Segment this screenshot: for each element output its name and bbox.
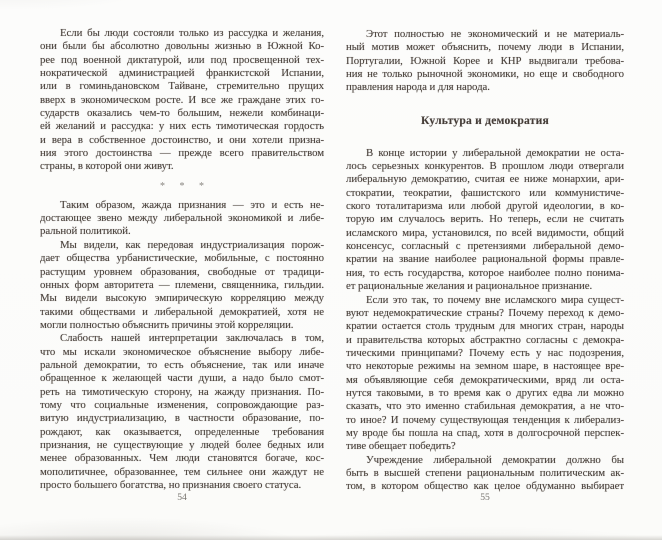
paragraph <box>346 294 624 454</box>
paragraph <box>40 27 324 174</box>
paragraph <box>40 332 324 492</box>
text-line: просто большего богатства, но признания своего статуса. <box>40 479 302 491</box>
text-line: тическими принципами? Почему есть у нас подозрения, <box>346 346 624 359</box>
text-line: Если бы люди состояли только из рассудка и желания, <box>60 27 324 39</box>
text-line: признания, не существующие у людей более бедных или <box>40 438 324 451</box>
text-line: стократии, теократии, фашистского или коммунистиче- <box>346 186 624 199</box>
text-line: могли полностью объяснить причины этой корреляции. <box>40 318 294 331</box>
text-line: витую индустриализацию, в частности образование, по- <box>40 412 324 425</box>
scan-bottom-edge-shadow <box>0 535 662 540</box>
text-line: ния не только рыночной экономики, но еще и свободного <box>346 68 624 81</box>
text-line: ральной демократии, то есть объяснение, так или иначе <box>40 358 324 371</box>
text-line: онных форм авторитета — племени, священника, гильдии. <box>40 278 324 291</box>
text-line: тиве обещает победить? <box>346 440 456 453</box>
text-line: растущим уровнем образования, свободные от традици- <box>40 265 324 278</box>
text-line: менее образованных. Чем люди становятся богаче, кос- <box>40 452 324 465</box>
text-line: то иное? И почему существующая тенденция к либерализ- <box>346 413 624 426</box>
text-line: ный мотив может объяснить, почему люди в Испании, <box>346 41 624 54</box>
text-line: Этот полностью не экономический и не материаль- <box>366 28 624 40</box>
text-line: правления народа и для народа. <box>346 81 490 94</box>
text-line: торую им случалось верить. Но теперь, если не считать <box>346 213 624 226</box>
text-line: Таким образом, жажда признания — это и есть не- <box>60 198 324 211</box>
text-line: тому что социальные изменения, сопровождающие раз- <box>40 398 324 411</box>
text-line: такими обществами и либеральной демократией, хотя не <box>40 305 324 318</box>
text-line: ральной политикой. <box>40 225 131 238</box>
page-left <box>40 0 324 492</box>
text-line: Учреждение либеральной демократии должно бы <box>366 453 624 466</box>
paragraph <box>346 147 624 294</box>
text-line: В конце истории у либеральной демократии не оста- <box>366 146 624 159</box>
paragraph <box>346 28 624 95</box>
text-line: ского тоталитаризма или любой другой идеологии, в ко- <box>346 200 624 213</box>
text-line: достающее звено между либеральной экономикой и либе- <box>40 212 324 225</box>
text-line: Мы видели, как передовая индустриализация порож- <box>60 238 324 251</box>
text-line: кратии остается столь трудным для многих стран, народы <box>346 320 624 333</box>
paragraph <box>40 199 324 239</box>
text-line: сударств оказались чем-то большим, нежели комбинаци- <box>40 107 324 120</box>
text-line: что некоторые режимы на земном шаре, в настоящее вре- <box>346 360 624 373</box>
text-line: что мы искали экономическое объяснение выбору либе- <box>40 345 324 358</box>
text-line: Слабость нашей интерпретации заключалась в том, <box>60 332 324 345</box>
text-line: и вера в собственное достоинство, и они хотели призна- <box>40 133 324 146</box>
text-line: лось серьезных конкурентов. В прошлом люди отвергали <box>346 160 624 173</box>
text-line: ния этого достоинства — прежде всего правительством <box>40 147 324 160</box>
text-line: Мы видели высокую эмпирическую корреляцию между <box>40 292 324 305</box>
text-line: му вроде бы пошла на спад, хотя в долгосрочной перспек- <box>346 426 624 439</box>
page-number-right: 55 <box>480 492 490 503</box>
text-line: они были бы абсолютно довольны жизнью в Южной Ко- <box>40 40 324 53</box>
text-line: консенсус, согласный с претензиями либеральной демо- <box>346 240 624 253</box>
section-separator: * * * <box>160 180 210 192</box>
text-line: нократической администрацией франкистской Испании, <box>40 67 324 80</box>
text-line: ет рациональные желания и рациональное признание. <box>346 280 593 293</box>
section-heading: Культура и демократия <box>421 114 549 128</box>
text-line: мя объявляющие себя демократическими, вряд ли оста- <box>346 373 624 386</box>
paragraph <box>346 454 624 494</box>
text-line: обращенное к желающей части души, а надо было смот- <box>40 372 324 385</box>
text-line: реть на тимотическую сторону, на жажду признания. По- <box>40 385 324 398</box>
text-line: том, в котором общество как целое обдуманно выбирает <box>346 480 624 493</box>
text-line: ния, то есть государства, которое наиболее полно понима- <box>346 266 624 279</box>
text-line: Если это так, то почему вне исламского мира сущест- <box>366 293 624 306</box>
text-line: и правительства которых абстрактно согласны с демокра- <box>346 333 624 346</box>
text-line: сказать, что это именно стабильная демократия, а не что- <box>346 400 624 413</box>
text-line: ей желаний и рассудка: у них есть тимотическая гордость <box>40 120 324 133</box>
text-line: Португалии, Южной Корее и КНР выдвигали требова- <box>346 54 624 67</box>
text-line: страны, в которой они живут. <box>40 160 174 173</box>
text-line: исламского мира, установился, по всей видимости, общий <box>346 226 624 239</box>
text-line: рее под военной диктатурой, или под просвещенной тех- <box>40 53 324 66</box>
text-line: вверх в экономическом росте. И все же граждане этих го- <box>40 93 324 106</box>
text-line: нутся таковыми, в то время как о других едва ли можно <box>346 386 624 399</box>
text-line: либеральную демократию, считая ее ниже монархии, ари- <box>346 173 624 186</box>
text-line: рождают, как оказывается, определенные требования <box>40 425 324 438</box>
text-line: мополитичнее, образованнее, тем сильнее они жаждут не <box>40 465 324 478</box>
page-right <box>346 0 624 494</box>
page-number-left: 54 <box>177 492 187 503</box>
text-line: или в гоминьдановском Тайване, стремительно прущих <box>40 80 324 93</box>
paragraph <box>40 239 324 332</box>
text-line: дает общества урбанистические, мобильные, с постоянно <box>40 252 324 265</box>
text-line: быть в высшей степени рациональным политическим ак- <box>346 466 624 479</box>
text-line: кратии на звание наиболее рациональной формы правле- <box>346 253 624 266</box>
text-line: вуют недемократические страны? Почему переход к демо- <box>346 306 624 319</box>
